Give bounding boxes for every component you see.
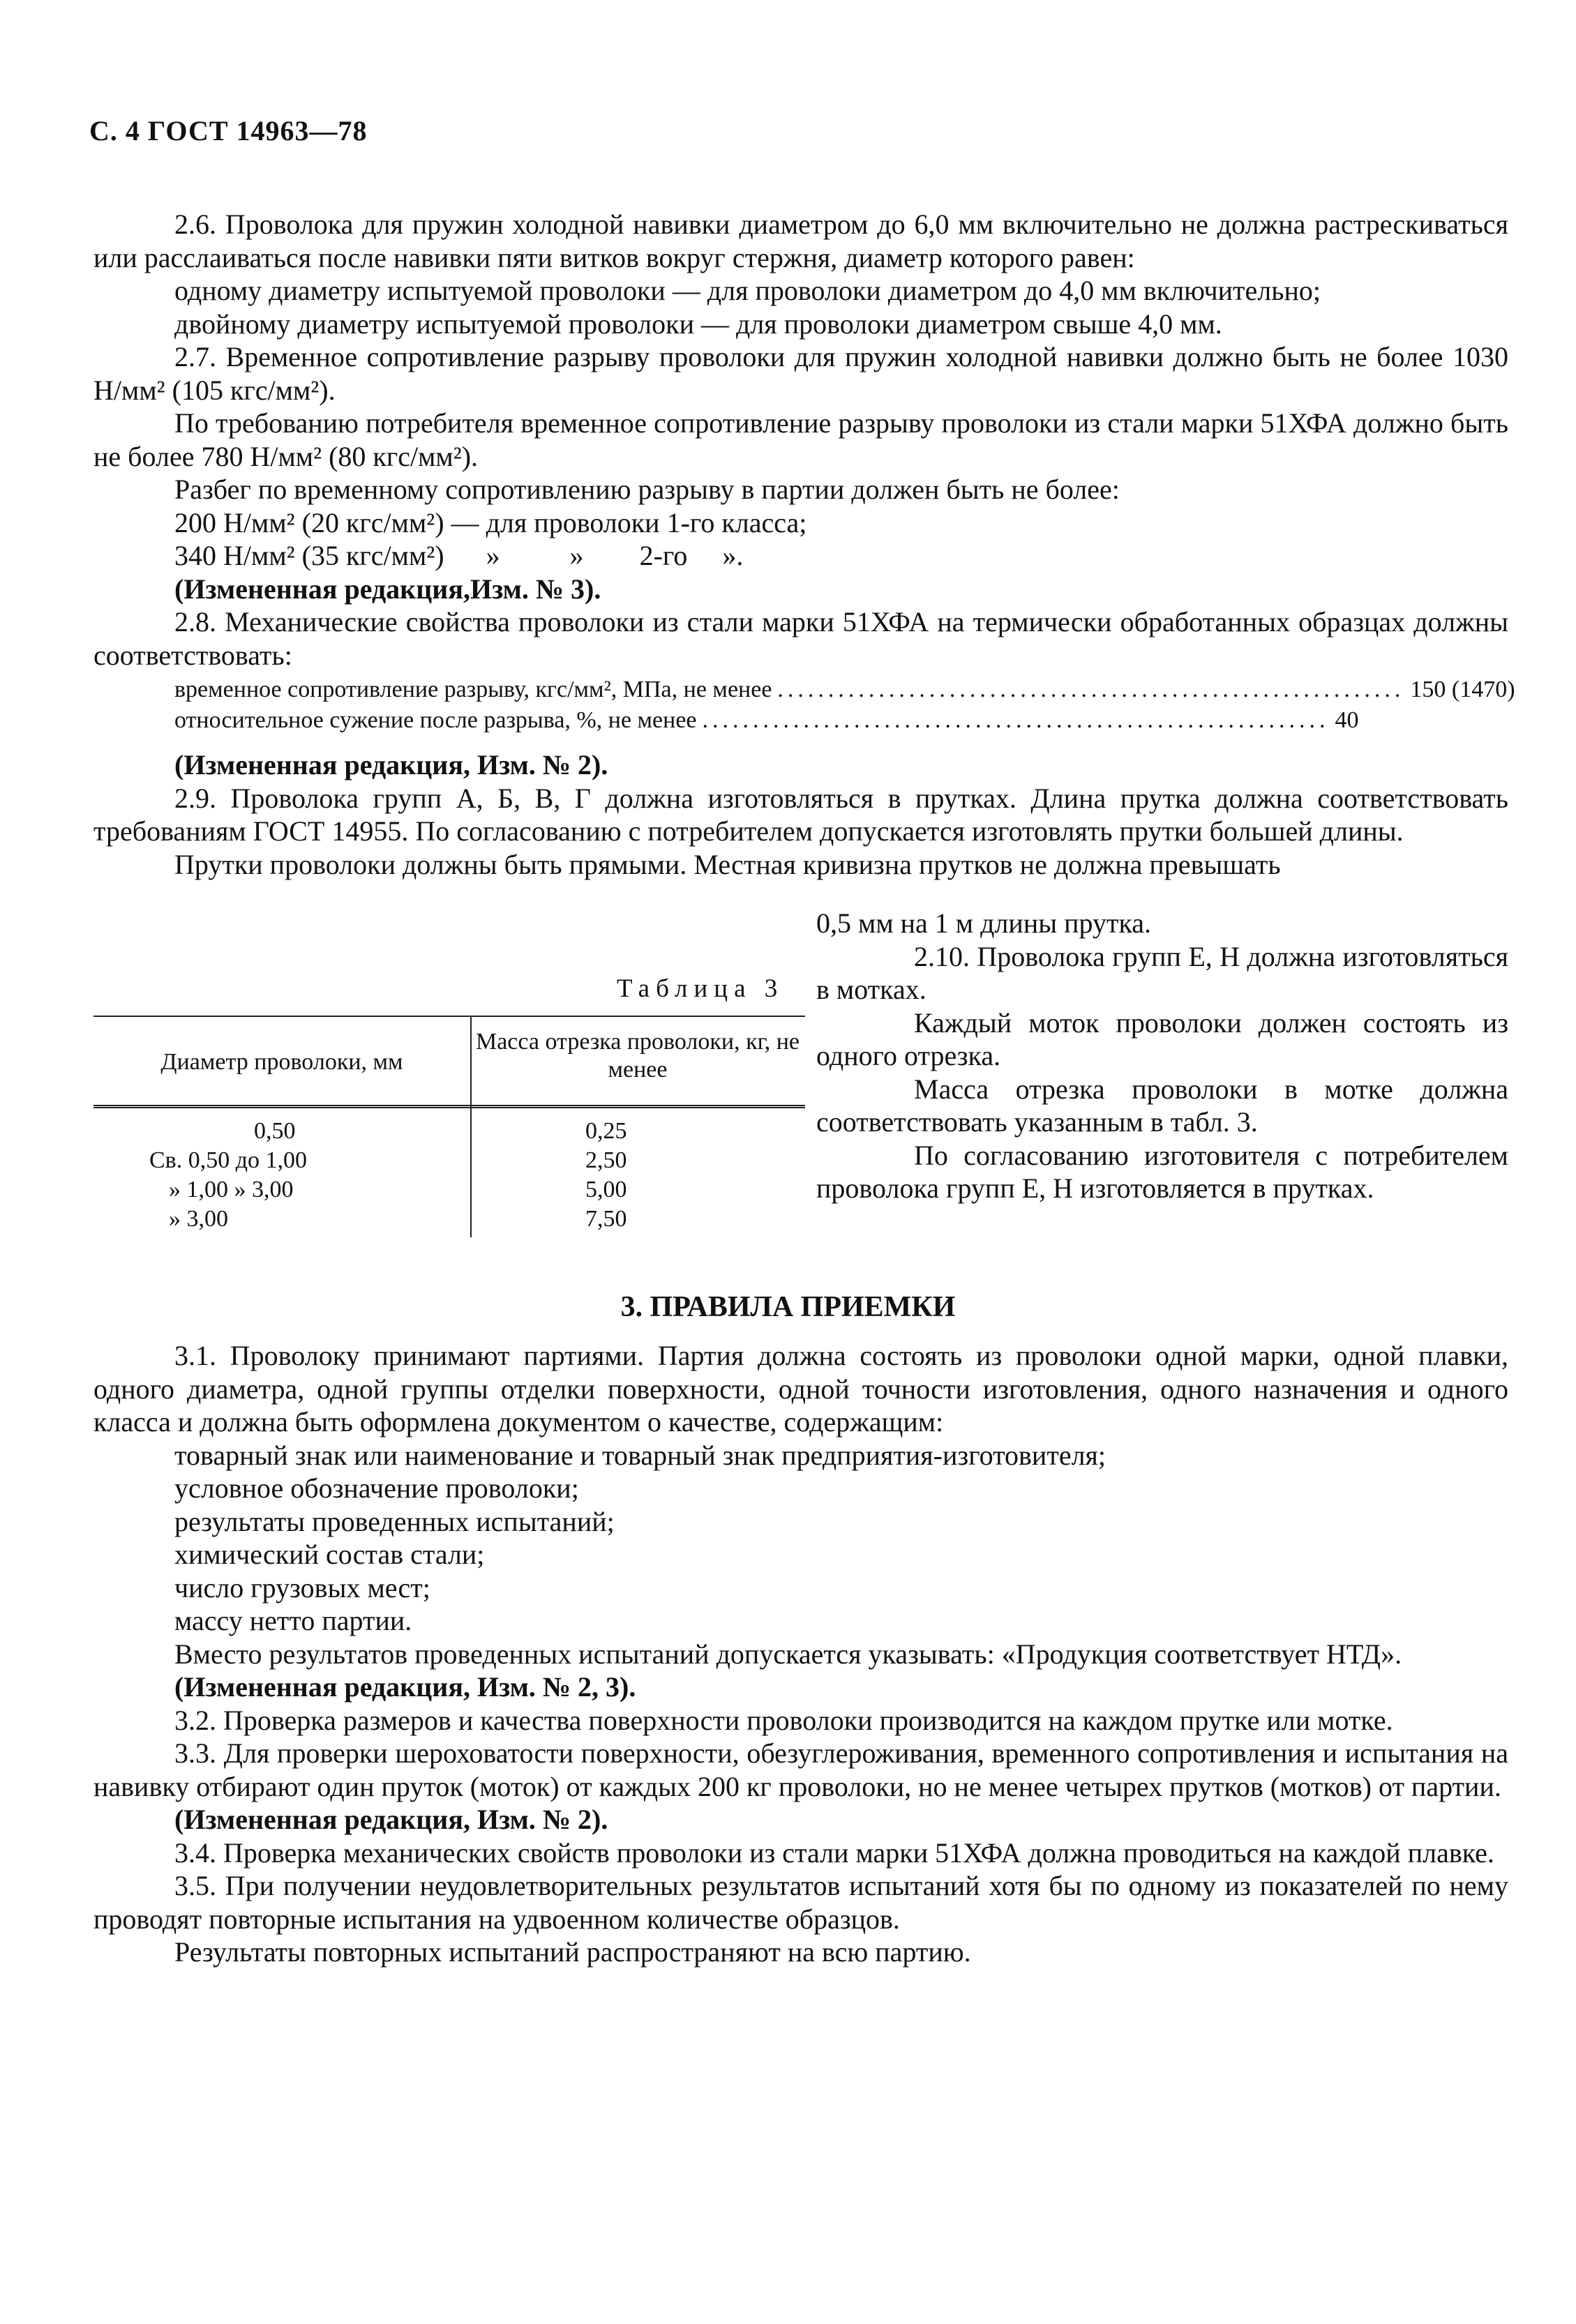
list-item: химический состав стали; [174, 1539, 485, 1570]
table-header-rule [93, 1105, 805, 1108]
para-3-4: 3.4. Проверка механических свойств проволоки из стали марки 51ХФА должна проводиться на каждой плавке. [174, 1836, 1494, 1869]
list-item: массу нетто партии. [174, 1605, 412, 1636]
table-cell: 0,25 [585, 1118, 627, 1144]
para-2-10-d: По согласованию изготовителя с потребителем проволока групп Е, Н изготовляется в прутках. [816, 1139, 1508, 1204]
amendment-note: (Измененная редакция, Изм. № 2). [174, 749, 608, 780]
amendment-note: (Измененная редакция,Изм. № 3). [174, 573, 601, 605]
property-list [93, 674, 1515, 736]
property-label: временное сопротивление разрыву, кгс/мм², МПа, не менее [174, 677, 772, 702]
section-3-title: 3. ПРАВИЛА ПРИЕМКИ [620, 1291, 956, 1323]
section-3-body [93, 1339, 1508, 1969]
table-top-rule [93, 1016, 805, 1017]
para-2-7-e: 340 Н/мм² (35 кгс/мм²) » » 2-го ». [174, 540, 744, 571]
para-2-6-item1: одному диаметру испытуемой проволоки — для проволоки диаметром до 4,0 мм включительно; [174, 275, 1321, 306]
section-2-upper [93, 208, 1515, 881]
para-2-6-item2: двойному диаметру испытуемой проволоки — для проволоки диаметром свыше 4,0 мм. [174, 308, 1222, 340]
table-cell: » 1,00 » 3,00 [169, 1177, 294, 1202]
para-3-5-b: Результаты повторных испытаний распространяют на всю партию. [174, 1936, 971, 1968]
table-cell: » 3,00 [169, 1206, 228, 1232]
para-2-8: 2.8. Механические свойства проволоки из стали марки 51ХФА на термически обработанных образцах должны соответствовать: [93, 606, 1508, 671]
para-2-10-c: Масса отрезка проволоки в мотке должна соответствовать указанным в табл. 3. [816, 1073, 1508, 1138]
para-2-7-d: 200 Н/мм² (20 кгс/мм²) — для проволоки 1-го класса; [174, 506, 807, 538]
table-cell: Св. 0,50 до 1,00 [149, 1147, 308, 1173]
amendment-note: (Измененная редакция, Изм. № 2, 3). [174, 1671, 636, 1703]
table-cell: 2,50 [585, 1147, 627, 1173]
table-column-divider [470, 1016, 472, 1237]
para-3-2: 3.2. Проверка размеров и качества поверхности проволоки производится на каждом прутке или мотке. [174, 1704, 1393, 1736]
para-2-7-c: Разбег по временному сопротивлению разрыву в партии должен быть не более: [174, 474, 1120, 505]
para-3-1-b: Вместо результатов проведенных испытаний допускается указывать: «Продукция соответствует НТД». [174, 1638, 1402, 1670]
table-header-diameter: Диаметр проволоки, мм [160, 1049, 403, 1075]
table-caption: Таблица 3 [617, 974, 784, 1003]
para-3-5: 3.5. При получении неудовлетворительных результатов испытаний хотя бы по одному из показателей по нему проводят повторные испытания на удвоенном количестве образцов. [93, 1870, 1508, 1935]
leader-dots: .............................................................. [777, 677, 1405, 702]
table-cell: 5,00 [585, 1177, 627, 1202]
amendment-note: (Измененная редакция, Изм. № 2). [174, 1804, 608, 1835]
table-cell: 0,50 [254, 1118, 296, 1144]
list-item: число грузовых мест; [174, 1571, 430, 1604]
para-2-10: 2.10. Проволока групп Е, Н должна изготовляться в мотках. [816, 940, 1508, 1005]
para-2-7-b: По требованию потребителя временное сопротивление разрыву проволоки из стали марки 51ХФА должно быть не более 780 Н/мм² (80 кгс/мм²). [93, 407, 1508, 472]
para-2-10-b: Каждый моток проволоки должен состоять из одного отрезка. [816, 1006, 1508, 1071]
property-value: 40 [1335, 707, 1359, 733]
leader-dots: .............................................................. [702, 707, 1330, 733]
page-header: С. 4 ГОСТ 14963—78 [89, 115, 368, 146]
table-cell: 7,50 [585, 1206, 627, 1232]
para-2-9-c: 0,5 мм на 1 м длины прутка. [816, 907, 1152, 939]
list-item: условное обозначение проволоки; [174, 1472, 579, 1504]
property-row [174, 705, 1359, 736]
property-value: 150 (1470) [1410, 677, 1515, 702]
para-2-9-b: Прутки проволоки должны быть прямыми. Местная кривизна прутков не должна превышать [174, 848, 1281, 880]
para-2-9: 2.9. Проволока групп А, Б, В, Г должна изготовляться в прутках. Длина прутка должна соответствовать требованиям ГОСТ 14955. По согласованию с потребителем допускается изготовлять прутки большей длины. [93, 782, 1508, 847]
property-row [174, 674, 1515, 705]
property-label: относительное сужение после разрыва, %, не менее [174, 707, 697, 733]
para-2-7: 2.7. Временное сопротивление разрыву проволоки для пружин холодной навивки должно быть не более 1030 Н/мм² (105 кгс/мм²). [93, 341, 1508, 406]
right-column-text [816, 907, 1508, 1205]
list-item: товарный знак или наименование и товарный знак предприятия-изготовителя; [174, 1439, 1106, 1471]
para-2-6: 2.6. Проволока для пружин холодной навивки диаметром до 6,0 мм включительно не должна растрескиваться или расслаиваться после навивки пяти витков вокруг стержня, диаметр которого равен: [93, 209, 1508, 273]
list-item: результаты проведенных испытаний; [174, 1505, 615, 1537]
para-3-3: 3.3. Для проверки шероховатости поверхности, обезуглероживания, временного сопротивления и испытания на навивку отбирают один пруток (моток) от каждых 200 кг проволоки, но не менее четырех прутков (мотков) от партии. [93, 1737, 1508, 1802]
table-header-mass: Масса отрезка проволоки, кг, не менее [475, 1029, 800, 1082]
para-3-1: 3.1. Проволоку принимают партиями. Партия должна состоять из проволоки одной марки, одной плавки, одного диаметра, одной группы отделки поверхности, одной точности изготовления, одного назначения и одного класса и должна быть оформлена документом о качестве, содержащим: [93, 1340, 1508, 1438]
